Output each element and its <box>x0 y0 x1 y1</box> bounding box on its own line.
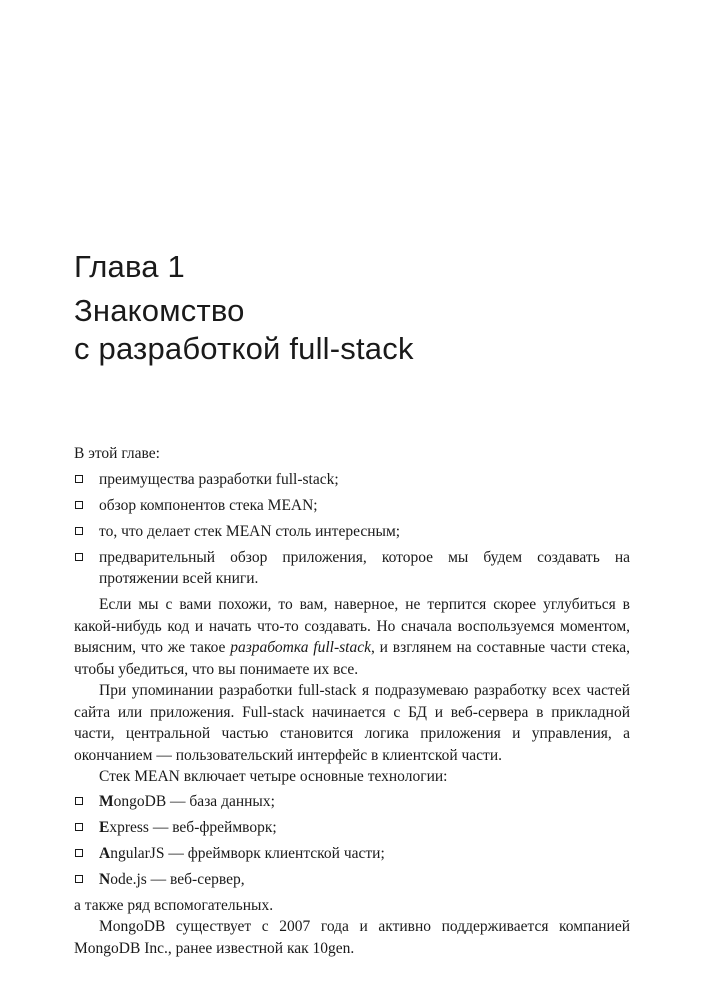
checkbox-bullet-icon <box>75 797 83 805</box>
tech-text: ode.js — веб-сервер, <box>110 870 245 888</box>
tail-text: а также ряд вспомогательных. <box>74 896 274 914</box>
chapter-title <box>74 292 634 368</box>
checkbox-bullet-icon <box>75 527 83 535</box>
list-item-text: то, что делает стек MEAN столь интересным; <box>99 522 401 540</box>
list-item <box>74 791 630 813</box>
list-item-text: преимущества разработки full-stack; <box>99 470 339 488</box>
tech-initial: N <box>99 870 111 888</box>
intro-text: В этой главе: <box>74 445 160 462</box>
list-item <box>74 817 630 839</box>
checkbox-bullet-icon <box>75 553 83 561</box>
tech-text: ongoDB — база данных; <box>113 792 275 810</box>
chapter-points-list <box>74 469 630 590</box>
checkbox-bullet-icon <box>75 501 83 509</box>
list-item-text: предварительный обзор приложения, которое мы будем создавать на протяжении всей книги. <box>99 548 630 587</box>
paragraph-3: Стек MEAN включает четыре основные технологии: <box>99 768 448 785</box>
chapter-body <box>74 443 630 959</box>
list-item <box>74 495 630 517</box>
paragraph-1-after: , и взглянем на составные части стека, чтобы убедиться, что вы понимаете их все. <box>74 639 631 678</box>
list-item <box>74 843 630 865</box>
tech-initial: E <box>99 818 110 836</box>
tech-initial: M <box>99 792 114 810</box>
list-item <box>74 869 630 891</box>
checkbox-bullet-icon <box>75 823 83 831</box>
tech-text: xpress — веб-фреймворк; <box>109 818 277 836</box>
paragraph-4: MongoDB существует с 2007 года и активно поддерживается компанией MongoDB Inc., ранее известной как 10gen. <box>74 918 630 957</box>
checkbox-bullet-icon <box>75 849 83 857</box>
chapter-label: Глава 1 <box>74 249 185 284</box>
paragraph-1 <box>74 594 630 680</box>
paragraph-1-before: Если мы с вами похожи, то вам, наверное, не терпится скорее углубиться в какой-нибудь код и начать что-то создавать. Но сначала воспользуемся моментом, выясним, что же такое <box>74 596 630 656</box>
checkbox-bullet-icon <box>75 875 83 883</box>
paragraph-2: При упоминании разработки full-stack я подразумеваю разработку всех частей сайта или приложения. Full-stack начинается с БД и веб-сервера в прикладной части, центральной частью становится логика приложения и управления, а окончанием — пользовательский интерфейс в клиентской части. <box>74 682 630 764</box>
tech-initial: A <box>99 844 111 862</box>
chapter-title-line2: с разработкой full-stack <box>74 331 414 366</box>
chapter-title-line1: Знакомство <box>74 293 245 328</box>
list-item <box>74 521 630 543</box>
list-item-text: обзор компонентов стека MEAN; <box>99 496 318 514</box>
tech-text: ngularJS — фреймворк клиентской части; <box>110 844 385 862</box>
paragraph-1-emphasis: разработка full-stack <box>230 639 371 656</box>
technologies-list <box>74 791 630 891</box>
list-item <box>74 547 630 590</box>
chapter-heading <box>74 248 634 368</box>
checkbox-bullet-icon <box>75 475 83 483</box>
list-item <box>74 469 630 491</box>
